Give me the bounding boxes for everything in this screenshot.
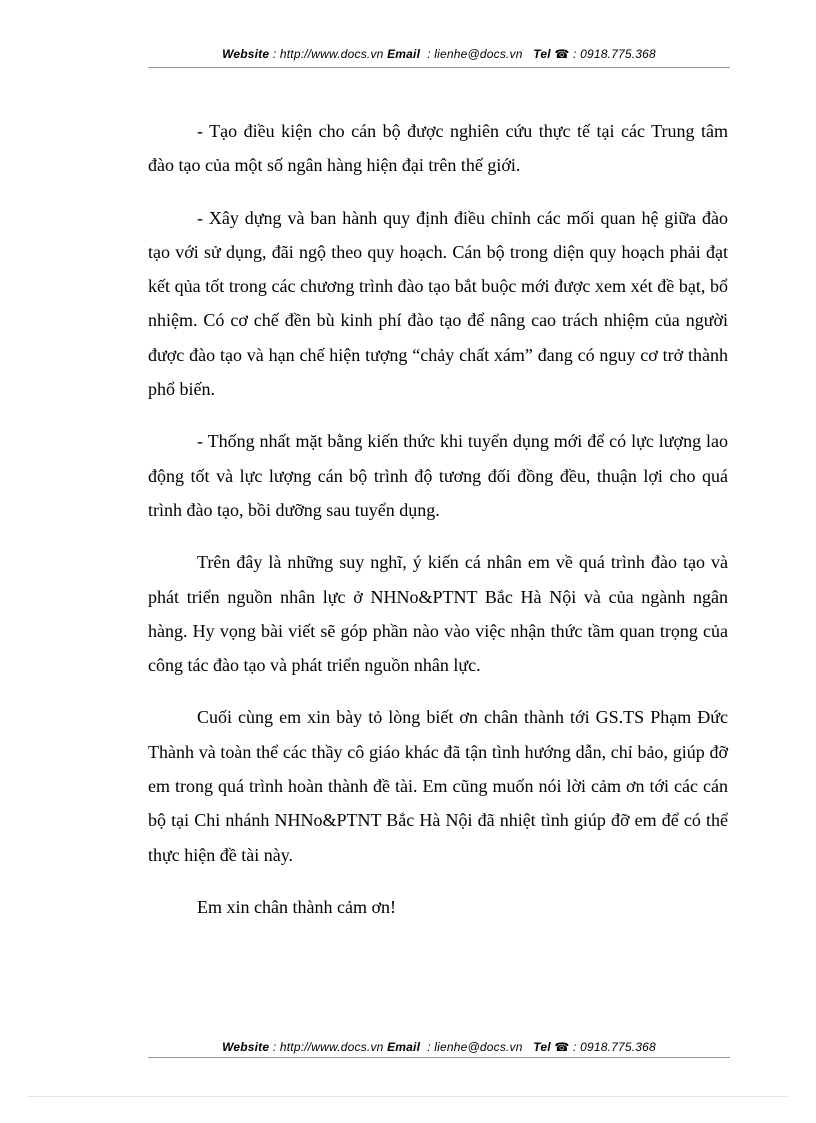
footer-tel-label: Tel <box>533 1040 551 1054</box>
header-tel-value: 0918.775.368 <box>580 47 656 61</box>
phone-icon: ☎ <box>554 47 570 61</box>
phone-icon: ☎ <box>554 1040 570 1054</box>
header-tel-label: Tel <box>533 47 551 61</box>
footer-website-label: Website <box>222 1040 270 1054</box>
paragraph-4: Trên đây là những suy nghĩ, ý kiến cá nhân em về quá trình đào tạo và phát triển nguồn nhân lực ở NHNo&PTNT Bắc Hà Nội và của ngành ngân hàng. Hy vọng bài viết sẽ góp phần nào vào việc nhận thức tầm quan trọng của công tác đào tạo và phát triển nguồn nhân lực. <box>148 552 728 676</box>
page-footer: Website : http://www.docs.vn Email : lienhe@docs.vn Tel ☎ : 0918.775.368 <box>222 1040 656 1054</box>
footer-tel-value: 0918.775.368 <box>580 1040 656 1054</box>
header-email-label: Email <box>387 47 421 61</box>
page-header: Website : http://www.docs.vn Email : lienhe@docs.vn Tel ☎ : 0918.775.368 <box>222 47 656 61</box>
footer-divider <box>148 1057 730 1058</box>
paragraph-3: - Thống nhất mặt bằng kiến thức khi tuyển dụng mới để có lực lượng lao động tốt và lực lượng cán bộ trình độ tương đối đồng đều, thuận lợi cho quá trình đào tạo, bồi dưỡng sau tuyển dụng. <box>148 431 728 520</box>
paragraph-2: - Xây dựng và ban hành quy định điều chỉnh các mối quan hệ giữa đào tạo với sử dụng, đãi ngộ theo quy hoạch. Cán bộ trong diện quy hoạch phải đạt kết qủa tốt trong các chương trình đào tạo bắt buộc mới được xem xét đề bạt, bổ nhiệm. Có cơ chế đền bù kinh phí đào tạo để nâng cao trách nhiệm của người được đào tạo và hạn chế hiện tượng “chảy chất xám” đang có nguy cơ trở thành phổ biến. <box>148 207 728 400</box>
footer-website-link[interactable]: http://www.docs.vn <box>279 1040 384 1054</box>
page-edge-dotted-line <box>28 1096 788 1097</box>
closing-line: Em xin chân thành cảm ơn! <box>197 896 396 917</box>
document-body <box>148 114 728 924</box>
header-email-link[interactable]: lienhe@docs.vn <box>434 47 523 61</box>
header-divider <box>148 67 730 68</box>
paragraph-5: Cuối cùng em xin bày tỏ lòng biết ơn chân thành tới GS.TS Phạm Đức Thành và toàn thể các thầy cô giáo khác đã tận tình hướng dẫn, chỉ bảo, giúp đỡ em trong quá trình hoàn thành đề tài. Em cũng muốn nói lời cảm ơn tới các cán bộ tại Chi nhánh NHNo&PTNT Bắc Hà Nội đã nhiệt tình giúp đỡ em để có thể thực hiện đề tài này. <box>148 707 728 865</box>
footer-email-link[interactable]: lienhe@docs.vn <box>434 1040 523 1054</box>
header-website-label: Website <box>222 47 270 61</box>
header-website-link[interactable]: http://www.docs.vn <box>279 47 384 61</box>
paragraph-1: - Tạo điều kiện cho cán bộ được nghiên cứu thực tế tại các Trung tâm đào tạo của một số ngân hàng hiện đại trên thế giới. <box>148 121 728 176</box>
footer-email-label: Email <box>387 1040 421 1054</box>
